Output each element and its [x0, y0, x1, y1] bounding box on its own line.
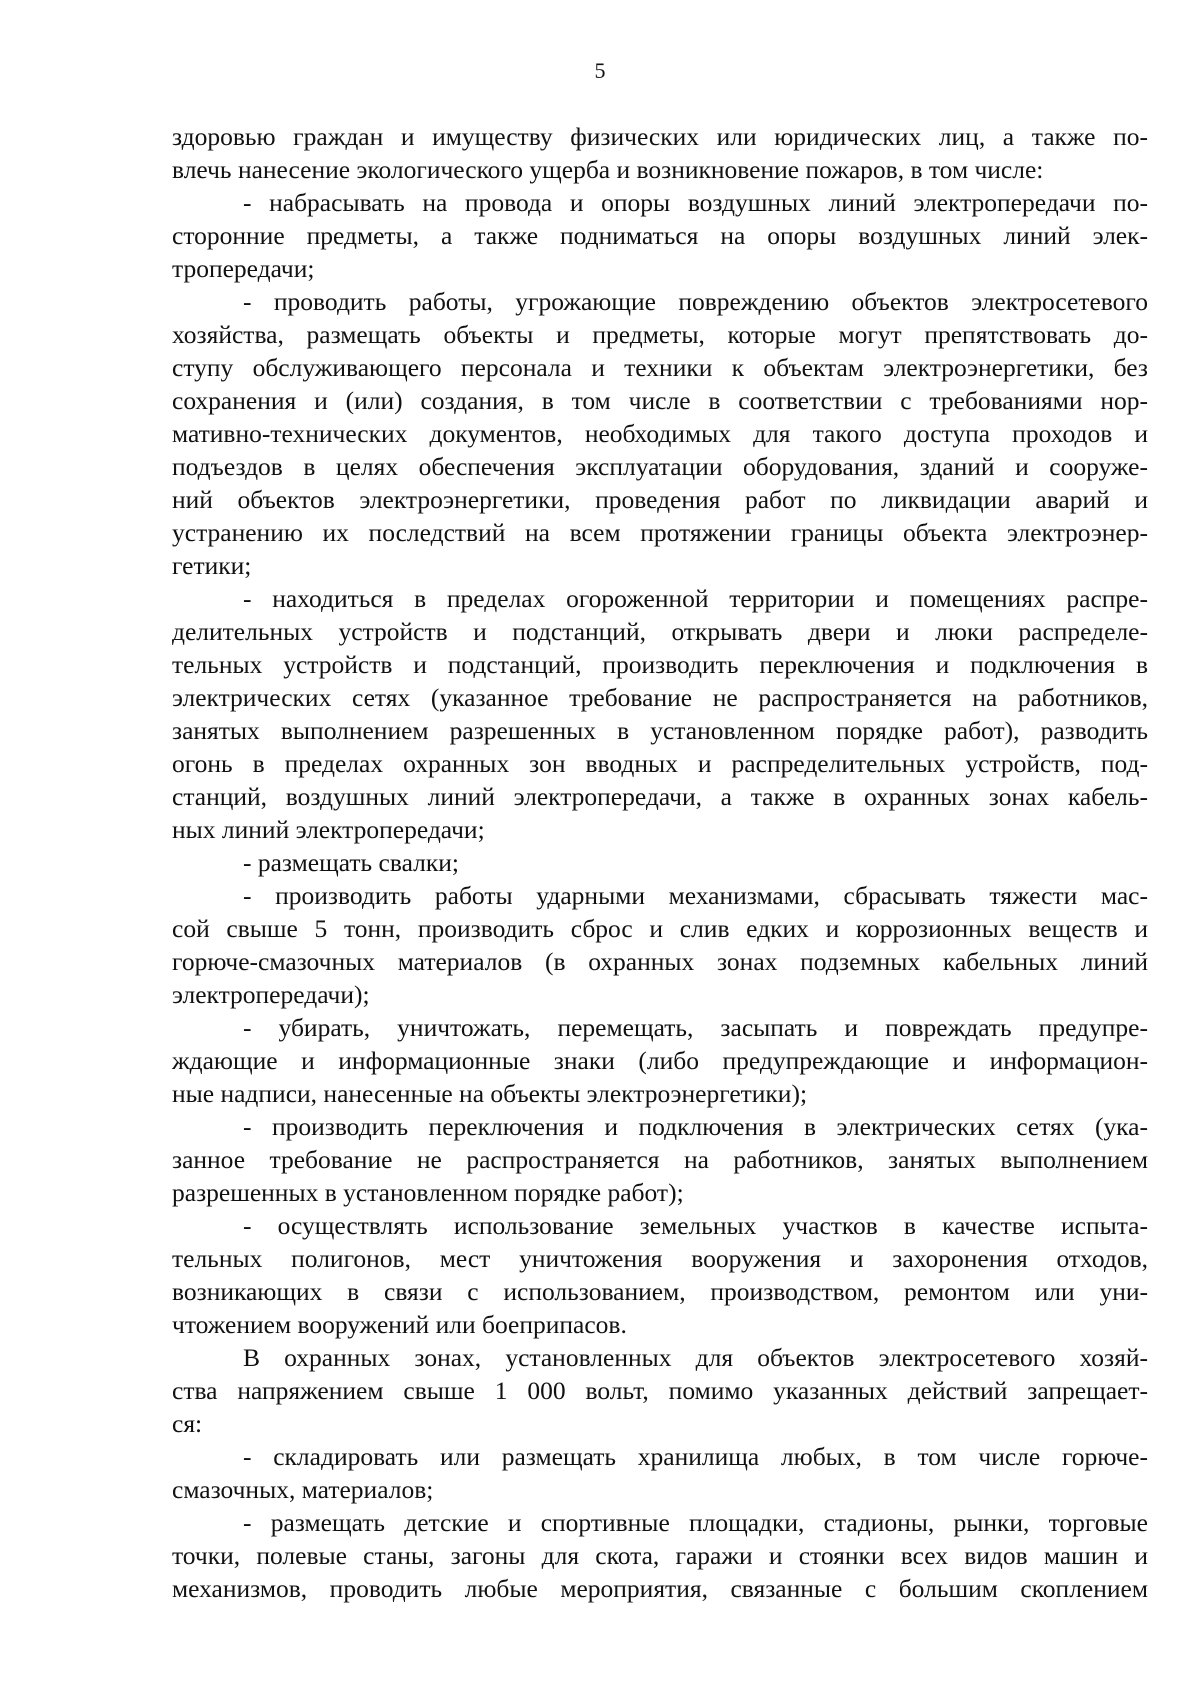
- text-line: здоровью граждан и имуществу физических или юридических лиц, а также по-: [172, 122, 1148, 151]
- text-line: мативно-технических документов, необходимых для такого доступа проходов и: [172, 419, 1148, 448]
- text-line: ждающие и информационные знаки (либо предупреждающие и информацион-: [172, 1046, 1148, 1075]
- text-line: станций, воздушных линий электропередачи, а также в охранных зонах кабель-: [172, 782, 1148, 811]
- body-text: [172, 120, 1148, 1605]
- text-line: - производить переключения и подключения в электрических сетях (ука-: [243, 1112, 1148, 1141]
- text-line: - убирать, уничтожать, перемещать, засыпать и повреждать предупре-: [243, 1013, 1148, 1042]
- text-line: - осуществлять использование земельных участков в качестве испыта-: [243, 1211, 1148, 1240]
- text-line: - размещать свалки;: [243, 848, 459, 877]
- text-line: ства напряжением свыше 1 000 вольт, помимо указанных действий запрещает-: [172, 1376, 1148, 1405]
- text-line: хозяйства, размещать объекты и предметы, которые могут препятствовать до-: [172, 320, 1148, 349]
- text-line: В охранных зонах, установленных для объектов электросетевого хозяй-: [243, 1343, 1148, 1372]
- text-line: возникающих в связи с использованием, производством, ремонтом или уни-: [172, 1277, 1148, 1306]
- text-line: делительных устройств и подстанций, открывать двери и люки распределе-: [172, 617, 1148, 646]
- text-line: чтожением вооружений или боеприпасов.: [172, 1310, 627, 1339]
- text-line: - находиться в пределах огороженной территории и помещениях распре-: [243, 584, 1148, 613]
- text-line: горюче-смазочных материалов (в охранных зонах подземных кабельных линий: [172, 947, 1148, 976]
- text-line: ся:: [172, 1409, 203, 1438]
- text-line: - размещать детские и спортивные площадки, стадионы, рынки, торговые: [243, 1508, 1148, 1537]
- text-line: сой свыше 5 тонн, производить сброс и слив едких и коррозионных веществ и: [172, 914, 1148, 943]
- text-line: занятых выполнением разрешенных в установленном порядке работ), разводить: [172, 716, 1148, 745]
- text-line: точки, полевые станы, загоны для скота, гаражи и стоянки всех видов машин и: [172, 1541, 1148, 1570]
- text-line: электропередачи);: [172, 980, 370, 1009]
- page-number: 5: [594, 58, 606, 83]
- text-line: подъездов в целях обеспечения эксплуатации оборудования, зданий и сооруже-: [172, 452, 1148, 481]
- text-line: ний объектов электроэнергетики, проведения работ по ликвидации аварий и: [172, 485, 1148, 514]
- text-line: сохранения и (или) создания, в том числе в соответствии с требованиями нор-: [172, 386, 1148, 415]
- text-line: электрических сетях (указанное требование не распространяется на работников,: [172, 683, 1148, 712]
- text-line: огонь в пределах охранных зон вводных и распределительных устройств, под-: [172, 749, 1148, 778]
- text-line: гетики;: [172, 551, 252, 580]
- text-line: разрешенных в установленном порядке работ);: [172, 1178, 684, 1207]
- text-line: влечь нанесение экологического ущерба и возникновение пожаров, в том числе:: [172, 155, 1044, 184]
- text-line: - проводить работы, угрожающие повреждению объектов электросетевого: [243, 287, 1148, 316]
- text-line: - набрасывать на провода и опоры воздушных линий электропередачи по-: [243, 188, 1148, 217]
- text-line: тельных полигонов, мест уничтожения вооружения и захоронения отходов,: [172, 1244, 1148, 1273]
- text-line: смазочных, материалов;: [172, 1475, 434, 1504]
- text-line: - складировать или размещать хранилища любых, в том числе горюче-: [243, 1442, 1148, 1471]
- text-line: занное требование не распространяется на работников, занятых выполнением: [172, 1145, 1148, 1174]
- text-line: ступу обслуживающего персонала и техники к объектам электроэнергетики, без: [172, 353, 1148, 382]
- text-line: - производить работы ударными механизмами, сбрасывать тяжести мас-: [243, 881, 1148, 910]
- text-line: тельных устройств и подстанций, производить переключения и подключения в: [172, 650, 1148, 679]
- text-line: ные надписи, нанесенные на объекты электроэнергетики);: [172, 1079, 808, 1108]
- text-line: механизмов, проводить любые мероприятия, связанные с большим скоплением: [172, 1574, 1148, 1603]
- text-line: устранению их последствий на всем протяжении границы объекта электроэнер-: [172, 518, 1148, 547]
- text-line: ных линий электропередачи;: [172, 815, 485, 844]
- text-line: тропередачи;: [172, 254, 315, 283]
- text-line: сторонние предметы, а также подниматься на опоры воздушных линий элек-: [172, 221, 1148, 250]
